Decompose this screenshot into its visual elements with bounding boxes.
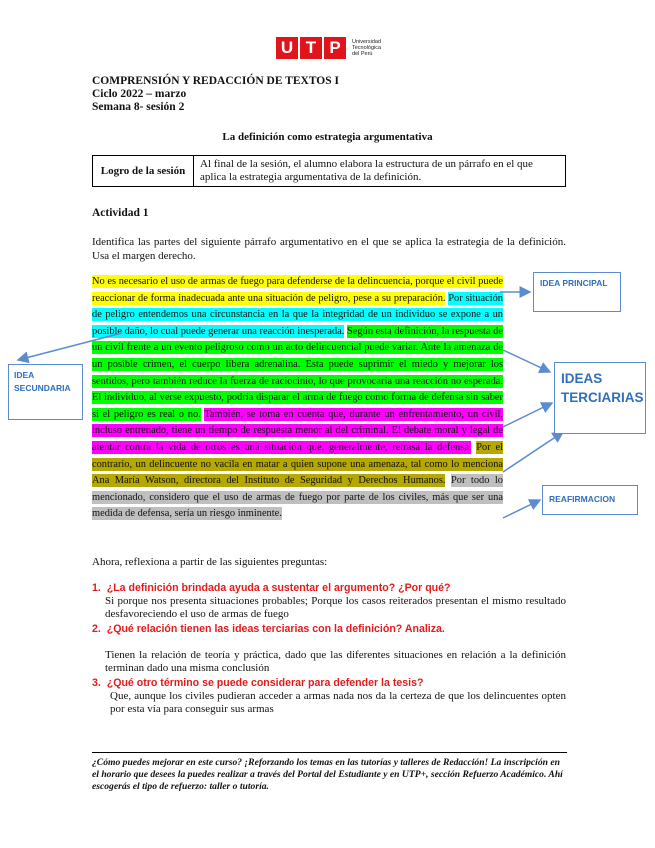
arrow-terciaria-2 — [503, 403, 552, 427]
question-2-title — [92, 623, 566, 636]
logo-letter-u: U — [276, 37, 298, 59]
label-reafirmacion: REAFIRMACION — [542, 485, 638, 515]
answer-1: Si porque nos presenta situaciones probables; Porque los casos reiterados presentan el mismo resultado desfavoreciendo el uso de armas de fuego — [105, 595, 566, 620]
answer-2: Tienen la relación de teoría y práctica, dado que las diferentes situaciones en relación a la definición terminan dado una misma conclusión — [105, 649, 566, 674]
answer-3: Que, aunque los civiles pudieran acceder a armas nada nos da la certeza de que los delincuentes opten por esta vía para conseguir sus armas — [110, 690, 566, 715]
question-3-title — [92, 677, 566, 690]
question-text: ¿La definición brindada ayuda a sustentar el argumento? ¿Por qué? — [106, 582, 451, 594]
tertiary-idea-2: También, se toma en cuenta que, durante un enfrentamiento, un civil, incluso entrenado, tiene un tiempo de respuesta menor al del criminal. El debate moral y legal de atentar contra la vida de otros es una situación que, generalmente, retrasa la defensa. — [92, 408, 503, 453]
reaffirmation-sentence: Por todo lo mencionado, considero que el uso de armas de fuego por parte de los civiles, más que ser una medida de defensa, sería un riesgo inminente. — [92, 475, 503, 520]
activity-instruction: Identifica las partes del siguiente párrafo argumentativo en el que se aplica la estrategia de la definición. Usa el margen derecho. — [92, 236, 566, 262]
label-idea-principal: IDEA PRINCIPAL — [533, 272, 621, 312]
question-1 — [92, 582, 566, 621]
question-number: 1. — [92, 582, 101, 594]
question-2 — [92, 623, 566, 675]
logro-text: Al final de la sesión, el alumno elabora la estructura de un párrafo en el que aplica la estrategia argumentativa de la definición. — [194, 156, 566, 187]
session: Semana 8- sesión 2 — [92, 101, 185, 113]
logro-label: Logro de la sesión — [93, 156, 194, 187]
question-1-title — [92, 582, 566, 595]
secondary-idea-sentence: Por situación de peligro entendemos una circunstancia en la que la integridad de un individuo se expone a un posible daño, lo cual puede generar una reacción inesperada. — [92, 292, 503, 337]
question-number: 3. — [92, 677, 101, 689]
main-idea-sentence: No es necesario el uso de armas de fuego para defenderse de la delincuencia, porque el civil puede reaccionar de forma inadecuada ante una situación de peligro, pese a su preparación. — [92, 276, 503, 304]
logo-letter-p: P — [324, 37, 346, 59]
footer-divider — [92, 752, 567, 753]
question-text: ¿Qué relación tienen las ideas terciarias con la definición? Analiza. — [106, 623, 445, 635]
logo-letter-t: T — [300, 37, 322, 59]
footer-note: ¿Cómo puedes mejorar en este curso? ¡Reforzando los temas en las tutorías y talleres de Redacción! La inscripción en el horario que desees la puedes realizar a través del Portal del Estudiante y en UTP+, sección Refuerzo Académico. Ahí escogerás el tipo de refuerzo: taller o tutoría. — [92, 757, 563, 792]
reflect-intro: Ahora, reflexiona a partir de las siguientes preguntas: — [92, 556, 328, 568]
activity-heading: Actividad 1 — [92, 207, 149, 219]
arrow-terciaria-1 — [503, 350, 550, 372]
arrow-secundaria — [18, 333, 122, 360]
arrow-terciaria-3 — [503, 432, 563, 472]
question-number: 2. — [92, 623, 101, 635]
logo-line: Tecnológica — [352, 45, 382, 51]
tertiary-idea-1: Según esta definición, la respuesta de un civil frente a un evento peligroso como un acto delincuencial puede variar. Ante la amenaza de un posible crimen, el cuerpo libera adrenalina. Esta puede suprimir el miedo y mejorar los sentidos, pero también reduce la fuerza de raciocinio, lo que provocaría una reacción no esperada. El individuo, al verse expuesto, podría disparar el arma de fuego como forma de defensa sin saber si el peligro es real o no. — [92, 325, 503, 420]
arrow-reafirmacion — [503, 500, 540, 518]
question-3 — [92, 677, 566, 716]
question-text: ¿Qué otro término se puede considerar para defender la tesis? — [106, 677, 424, 689]
label-idea-secundaria: IDEA SECUNDARIA — [8, 364, 83, 420]
label-ideas-terciarias: IDEAS TERCIARIAS — [554, 362, 646, 434]
course-name: COMPRENSIÓN Y REDACCIÓN DE TEXTOS I — [92, 75, 339, 87]
tertiary-idea-3: Por el contrario, un delincuente no vacila en matar a quien supone una amenaza, tal como lo menciona Ana María Watson, directora del Instituto de Seguridad y Derechos Humanos. — [92, 441, 503, 487]
logo-line: Universidad — [352, 39, 382, 45]
logo-line: del Perú — [352, 51, 373, 57]
page-title: La definición como estrategia argumentativa — [222, 131, 433, 143]
cycle: Ciclo 2022 – marzo — [92, 88, 187, 100]
